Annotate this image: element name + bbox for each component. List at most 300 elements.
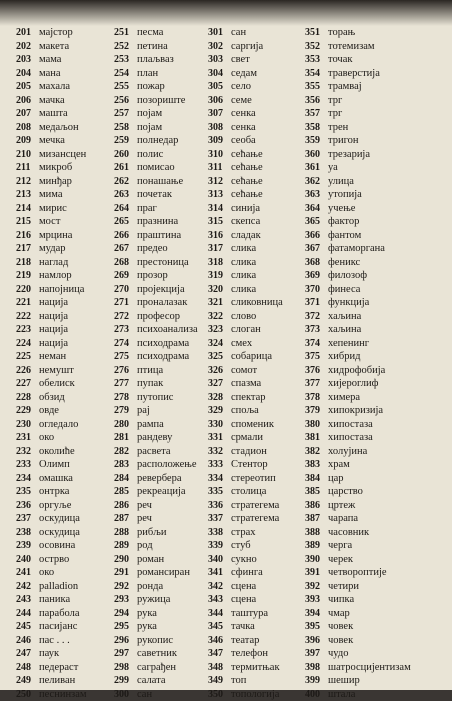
index-entry — [305, 296, 411, 310]
entry-number: 352 — [305, 40, 328, 54]
index-entry — [305, 310, 411, 324]
entry-word: мачка — [39, 94, 65, 108]
index-entry — [114, 296, 198, 310]
entry-number: 256 — [114, 94, 137, 108]
entry-word: седам — [231, 67, 257, 81]
index-entry — [16, 647, 87, 661]
index-entry — [16, 688, 87, 701]
entry-number: 379 — [305, 404, 328, 418]
index-column-2 — [114, 26, 198, 701]
entry-number: 375 — [305, 350, 328, 364]
index-entry — [16, 566, 87, 580]
entry-word: хаљина — [328, 323, 361, 337]
entry-number: 313 — [208, 188, 231, 202]
entry-word: салата — [137, 674, 166, 688]
entry-number: 323 — [208, 323, 231, 337]
entry-number: 361 — [305, 161, 328, 175]
index-entry — [114, 661, 198, 675]
index-entry — [305, 323, 411, 337]
entry-number: 332 — [208, 445, 231, 459]
entry-word: уа — [328, 161, 338, 175]
entry-number: 289 — [114, 539, 137, 553]
index-entry — [114, 539, 198, 553]
entry-number: 208 — [16, 121, 39, 135]
entry-number: 217 — [16, 242, 39, 256]
entry-number: 398 — [305, 661, 328, 675]
entry-number: 325 — [208, 350, 231, 364]
entry-number: 266 — [114, 229, 137, 243]
index-entry — [16, 337, 87, 351]
entry-number: 267 — [114, 242, 137, 256]
entry-number: 213 — [16, 188, 39, 202]
index-entry — [208, 107, 283, 121]
entry-number: 261 — [114, 161, 137, 175]
entry-word: стуб — [231, 539, 251, 553]
entry-number: 223 — [16, 323, 39, 337]
index-entry — [114, 337, 198, 351]
entry-number: 295 — [114, 620, 137, 634]
entry-number: 301 — [208, 26, 231, 40]
index-entry — [305, 175, 411, 189]
index-entry — [16, 445, 87, 459]
index-entry — [16, 364, 87, 378]
entry-number: 216 — [16, 229, 39, 243]
index-entry — [305, 688, 411, 701]
index-entry — [16, 256, 87, 270]
entry-word: срмали — [231, 431, 263, 445]
entry-word: скепса — [231, 215, 260, 229]
index-entry — [208, 26, 283, 40]
index-entry — [208, 539, 283, 553]
index-entry — [208, 512, 283, 526]
index-entry — [208, 553, 283, 567]
entry-word: професор — [137, 310, 180, 324]
index-entry — [16, 472, 87, 486]
index-entry — [208, 94, 283, 108]
entry-number: 228 — [16, 391, 39, 405]
entry-number: 385 — [305, 485, 328, 499]
entry-word: немушт — [39, 364, 74, 378]
entry-word: саветник — [137, 647, 177, 661]
entry-number: 391 — [305, 566, 328, 580]
entry-word: столица — [231, 485, 266, 499]
entry-word: саграђен — [137, 661, 176, 675]
entry-number: 297 — [114, 647, 137, 661]
entry-number: 220 — [16, 283, 39, 297]
entry-number: 383 — [305, 458, 328, 472]
index-entry — [305, 553, 411, 567]
entry-number: 384 — [305, 472, 328, 486]
entry-word: хибрид — [328, 350, 360, 364]
entry-word: пупак — [137, 377, 163, 391]
entry-number: 250 — [16, 688, 39, 701]
index-entry — [114, 364, 198, 378]
index-entry — [16, 296, 87, 310]
index-entry — [305, 188, 411, 202]
entry-word: черек — [328, 553, 353, 567]
entry-number: 273 — [114, 323, 137, 337]
entry-word: семе — [231, 94, 252, 108]
index-entry — [16, 418, 87, 432]
entry-number: 290 — [114, 553, 137, 567]
index-entry — [114, 148, 198, 162]
index-entry — [16, 188, 87, 202]
entry-word: феникс — [328, 256, 360, 270]
entry-number: 334 — [208, 472, 231, 486]
entry-word: сан — [231, 26, 246, 40]
entry-word: споља — [231, 404, 259, 418]
entry-number: 232 — [16, 445, 39, 459]
entry-number: 227 — [16, 377, 39, 391]
entry-number: 333 — [208, 458, 231, 472]
entry-word: мудар — [39, 242, 66, 256]
index-entry — [208, 526, 283, 540]
entry-number: 386 — [305, 499, 328, 513]
index-entry — [305, 364, 411, 378]
entry-number: 298 — [114, 661, 137, 675]
index-entry — [114, 26, 198, 40]
index-entry — [16, 310, 87, 324]
entry-number: 357 — [305, 107, 328, 121]
index-entry — [16, 107, 87, 121]
index-entry — [114, 161, 198, 175]
entry-number: 259 — [114, 134, 137, 148]
index-entry — [16, 215, 87, 229]
entry-word: точак — [328, 53, 352, 67]
entry-word: обелиск — [39, 377, 75, 391]
entry-number: 389 — [305, 539, 328, 553]
index-entry — [305, 80, 411, 94]
entry-number: 303 — [208, 53, 231, 67]
index-entry — [114, 472, 198, 486]
index-entry — [305, 512, 411, 526]
index-entry — [305, 593, 411, 607]
index-entry — [16, 607, 87, 621]
index-entry — [208, 121, 283, 135]
index-entry — [305, 472, 411, 486]
entry-number: 204 — [16, 67, 39, 81]
entry-word: песма — [137, 26, 163, 40]
entry-word: полнедар — [137, 134, 178, 148]
index-entry — [305, 121, 411, 135]
entry-word: нација — [39, 337, 68, 351]
entry-word: парабола — [39, 607, 80, 621]
index-entry — [16, 391, 87, 405]
index-entry — [208, 40, 283, 54]
entry-number: 206 — [16, 94, 39, 108]
entry-word: петина — [137, 40, 168, 54]
entry-number: 269 — [114, 269, 137, 283]
entry-number: 272 — [114, 310, 137, 324]
entry-word: химера — [328, 391, 360, 405]
index-entry — [208, 161, 283, 175]
index-entry — [16, 485, 87, 499]
entry-number: 245 — [16, 620, 39, 634]
index-entry — [305, 337, 411, 351]
index-entry — [114, 404, 198, 418]
index-entry — [305, 485, 411, 499]
entry-word: чудо — [328, 647, 348, 661]
entry-number: 310 — [208, 148, 231, 162]
index-entry — [16, 26, 87, 40]
entry-number: 369 — [305, 269, 328, 283]
index-entry — [208, 188, 283, 202]
index-entry — [208, 67, 283, 81]
entry-number: 370 — [305, 283, 328, 297]
entry-word: човек — [328, 620, 353, 634]
index-entry — [305, 391, 411, 405]
index-entry — [208, 404, 283, 418]
index-entry — [305, 580, 411, 594]
entry-number: 337 — [208, 512, 231, 526]
index-entry — [114, 377, 198, 391]
index-column-3 — [208, 26, 283, 701]
entry-number: 281 — [114, 431, 137, 445]
entry-word: термитњак — [231, 661, 280, 675]
index-entry — [114, 107, 198, 121]
entry-number: 201 — [16, 26, 39, 40]
index-entry — [305, 661, 411, 675]
index-entry — [305, 94, 411, 108]
entry-number: 328 — [208, 391, 231, 405]
index-entry — [305, 202, 411, 216]
entry-number: 350 — [208, 688, 231, 701]
entry-number: 255 — [114, 80, 137, 94]
entry-number: 362 — [305, 175, 328, 189]
entry-number: 365 — [305, 215, 328, 229]
entry-word: цар — [328, 472, 344, 486]
index-entry — [305, 526, 411, 540]
entry-number: 241 — [16, 566, 39, 580]
index-entry — [208, 53, 283, 67]
entry-word: мечка — [39, 134, 65, 148]
entry-word: часовник — [328, 526, 369, 540]
entry-number: 311 — [208, 161, 231, 175]
entry-word: рука — [137, 607, 157, 621]
index-entry — [208, 607, 283, 621]
entry-word: човек — [328, 634, 353, 648]
index-entry — [114, 175, 198, 189]
entry-word: почетак — [137, 188, 172, 202]
index-entry — [208, 296, 283, 310]
index-entry — [16, 134, 87, 148]
entry-number: 351 — [305, 26, 328, 40]
entry-word: стадион — [231, 445, 267, 459]
entry-word: мизансцен — [39, 148, 86, 162]
entry-number: 344 — [208, 607, 231, 621]
entry-word: торањ — [328, 26, 355, 40]
entry-number: 236 — [16, 499, 39, 513]
entry-word: филозоф — [328, 269, 367, 283]
entry-number: 237 — [16, 512, 39, 526]
index-entry — [208, 323, 283, 337]
index-entry — [16, 431, 87, 445]
entry-number: 226 — [16, 364, 39, 378]
entry-word: рибљи — [137, 526, 166, 540]
entry-word: спектар — [231, 391, 266, 405]
index-entry — [305, 215, 411, 229]
index-entry — [114, 53, 198, 67]
index-entry — [305, 26, 411, 40]
entry-word: свет — [231, 53, 250, 67]
entry-word: око — [39, 431, 54, 445]
entry-word: праштина — [137, 229, 181, 243]
entry-word: позориште — [137, 94, 185, 108]
entry-word: страх — [231, 526, 256, 540]
entry-number: 247 — [16, 647, 39, 661]
index-entry — [16, 80, 87, 94]
entry-word: реч — [137, 499, 152, 513]
index-entry — [305, 377, 411, 391]
entry-word: фатаморгана — [328, 242, 385, 256]
entry-word: расвета — [137, 445, 171, 459]
index-entry — [114, 580, 198, 594]
entry-word: обзид — [39, 391, 65, 405]
entry-word: учење — [328, 202, 355, 216]
entry-number: 240 — [16, 553, 39, 567]
index-entry — [114, 512, 198, 526]
entry-word: функција — [328, 296, 369, 310]
index-entry — [16, 350, 87, 364]
entry-word: медаљон — [39, 121, 79, 135]
entry-word: царство — [328, 485, 363, 499]
entry-word: птица — [137, 364, 163, 378]
index-entry — [305, 607, 411, 621]
entry-number: 348 — [208, 661, 231, 675]
entry-number: 280 — [114, 418, 137, 432]
entry-word: тачка — [231, 620, 255, 634]
index-entry — [114, 215, 198, 229]
entry-word: спазма — [231, 377, 261, 391]
entry-word: рука — [137, 620, 157, 634]
entry-word: сцена — [231, 580, 256, 594]
entry-number: 360 — [305, 148, 328, 162]
entry-number: 224 — [16, 337, 39, 351]
entry-number: 341 — [208, 566, 231, 580]
index-entry — [208, 215, 283, 229]
entry-word: махала — [39, 80, 70, 94]
entry-word: паук — [39, 647, 59, 661]
entry-word: собарица — [231, 350, 272, 364]
index-column-1 — [16, 26, 87, 701]
entry-word: смех — [231, 337, 252, 351]
entry-word: проналазак — [137, 296, 187, 310]
entry-word: помисао — [137, 161, 175, 175]
index-entry — [114, 94, 198, 108]
entry-number: 221 — [16, 296, 39, 310]
index-entry — [305, 647, 411, 661]
entry-word: сан — [137, 688, 152, 701]
entry-number: 367 — [305, 242, 328, 256]
entry-number: 230 — [16, 418, 39, 432]
entry-word: чипка — [328, 593, 354, 607]
index-entry — [208, 391, 283, 405]
entry-number: 315 — [208, 215, 231, 229]
index-column-4 — [305, 26, 411, 701]
entry-number: 278 — [114, 391, 137, 405]
entry-word: мама — [39, 53, 61, 67]
entry-number: 378 — [305, 391, 328, 405]
entry-word: романсиран — [137, 566, 190, 580]
index-entry — [16, 620, 87, 634]
entry-word: Стентор — [231, 458, 268, 472]
entry-word: појам — [137, 121, 162, 135]
entry-word: понашање — [137, 175, 183, 189]
entry-word: паника — [39, 593, 70, 607]
entry-word: род — [137, 539, 153, 553]
entry-number: 330 — [208, 418, 231, 432]
index-entry — [114, 553, 198, 567]
entry-word: околиће — [39, 445, 75, 459]
index-entry — [305, 256, 411, 270]
entry-number: 238 — [16, 526, 39, 540]
index-entry — [16, 323, 87, 337]
index-entry — [114, 688, 198, 701]
entry-number: 374 — [305, 337, 328, 351]
index-entry — [114, 634, 198, 648]
entry-word: Олимп — [39, 458, 70, 472]
entry-word: штала — [328, 688, 355, 701]
index-entry — [208, 310, 283, 324]
index-entry — [114, 607, 198, 621]
index-entry — [208, 202, 283, 216]
entry-word: театар — [231, 634, 259, 648]
index-entry — [114, 647, 198, 661]
entry-word: ревербера — [137, 472, 182, 486]
entry-number: 373 — [305, 323, 328, 337]
index-entry — [208, 148, 283, 162]
index-entry — [16, 148, 87, 162]
entry-word: топологија — [231, 688, 279, 701]
entry-word: сфинга — [231, 566, 263, 580]
entry-word: рампа — [137, 418, 164, 432]
index-entry — [16, 175, 87, 189]
index-entry — [208, 175, 283, 189]
entry-number: 316 — [208, 229, 231, 243]
entry-number: 282 — [114, 445, 137, 459]
entry-number: 327 — [208, 377, 231, 391]
entry-word: стратегема — [231, 512, 279, 526]
entry-number: 358 — [305, 121, 328, 135]
index-entry — [305, 269, 411, 283]
index-entry — [305, 418, 411, 432]
entry-number: 324 — [208, 337, 231, 351]
index-entry — [305, 53, 411, 67]
entry-number: 205 — [16, 80, 39, 94]
index-entry — [16, 661, 87, 675]
index-entry — [16, 283, 87, 297]
entry-word: неман — [39, 350, 66, 364]
entry-number: 239 — [16, 539, 39, 553]
entry-number: 363 — [305, 188, 328, 202]
entry-number: 254 — [114, 67, 137, 81]
index-entry — [305, 566, 411, 580]
index-entry — [208, 647, 283, 661]
entry-word: огледало — [39, 418, 78, 432]
entry-word: холујина — [328, 445, 367, 459]
index-entry — [305, 229, 411, 243]
entry-number: 275 — [114, 350, 137, 364]
entry-number: 356 — [305, 94, 328, 108]
entry-number: 291 — [114, 566, 137, 580]
entry-number: 286 — [114, 499, 137, 513]
index-entry — [208, 620, 283, 634]
index-entry — [114, 593, 198, 607]
entry-word: чмар — [328, 607, 350, 621]
index-entry — [208, 283, 283, 297]
entry-number: 235 — [16, 485, 39, 499]
index-entry — [114, 350, 198, 364]
